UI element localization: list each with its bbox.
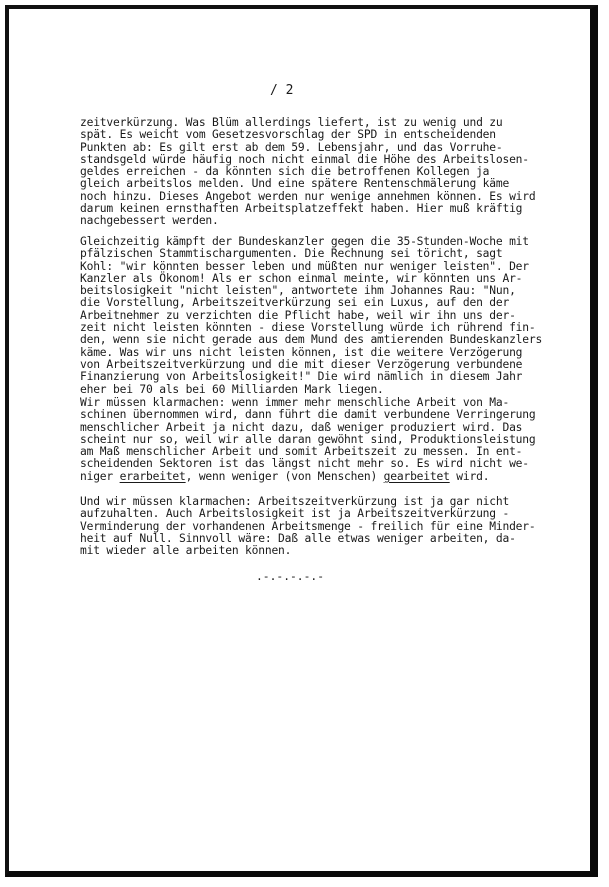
text-line: scheint nur so, weil wir alle daran gewöhnt sind, Produktionsleistung — [80, 432, 536, 446]
text-line: heit auf Null. Sinnvoll wäre: Daß alle etwas weniger arbeiten, da- — [80, 531, 516, 545]
text-line: gleich arbeitslos melden. Und eine spätere Rentenschmälerung käme — [80, 177, 510, 191]
end-mark: .-.-.-.-.- — [256, 570, 325, 583]
text-line: Gleichzeitig kämpft der Bundeskanzler gegen die 35-Stunden-Woche mit — [80, 235, 529, 248]
paragraph-3 — [80, 397, 536, 483]
underlined-word-erarbeitet: erarbeitet — [119, 469, 186, 483]
text-line: Finanzierung von Arbeitslosigkeit!" Die wird nämlich in diesem Jahr — [80, 370, 523, 384]
underlined-word-gearbeitet: gearbeitet — [383, 469, 450, 483]
text-line: beitslosigkeit "nicht leisten", antwortete ihm Johannes Rau: "Nun, — [80, 284, 516, 298]
text-line-with-emphasis — [80, 471, 536, 483]
text-line: Wir müssen klarmachen: wenn immer mehr menschliche Arbeit von Ma- — [80, 396, 510, 409]
paragraph-1 — [80, 117, 536, 228]
text-line: nachgebessert werden. — [80, 214, 219, 228]
text-line: menschlicher Arbeit ja nicht dazu, daß weniger produziert wird. Das — [80, 420, 523, 434]
text-line: Kanzler als Ökonom! Als er schon einmal meinte, wir könnten uns Ar- — [80, 271, 523, 285]
text-line: Kohl: "wir könnten besser leben und müßten nur weniger leisten". Der — [80, 259, 529, 273]
text-line: standsgeld würde häufig noch nicht einmal die Höhe des Arbeitslosen- — [80, 152, 529, 166]
text-line: pfälzischen Stammtischargumenten. Die Rechnung sei töricht, sagt — [80, 247, 503, 261]
text-segment: niger — [80, 469, 120, 483]
text-line: darum keinen ernsthaften Arbeitsplatzeffekt haben. Hier muß kräftig — [80, 202, 523, 216]
text-line: zeit nicht leisten könnten - diese Vorstellung würde ich rührend fin- — [80, 321, 536, 335]
text-line: scheidenden Sektoren ist das längst nicht mehr so. Es wird nicht we- — [80, 457, 529, 471]
text-line: geldes erreichen - da könnten sich die betroffenen Kollegen ja — [80, 165, 490, 179]
text-segment: , wenn weniger (von Menschen) — [185, 469, 384, 483]
text-line: von Arbeitszeitverkürzung und die mit dieser Verzögerung verbundene — [80, 357, 523, 371]
text-line: eher bei 70 als bei 60 Milliarden Mark liegen. — [80, 382, 384, 396]
text-line: Und wir müssen klarmachen: Arbeitszeitverkürzung ist ja gar nicht — [80, 495, 510, 508]
text-line: noch hinzu. Dieses Angebot werden nur wenige annehmen können. Es wird — [80, 189, 536, 203]
text-line: Punkten ab: Es gilt erst ab dem 59. Lebensjahr, und das Vorruhe- — [80, 140, 503, 154]
text-line: die Vorstellung, Arbeitszeitverkürzung sei ein Luxus, auf den der — [80, 296, 510, 310]
paragraph-2 — [80, 236, 542, 396]
paragraph-4 — [80, 496, 536, 557]
text-segment: wird. — [449, 469, 490, 483]
text-line: Arbeitnehmer zu verzichten die Pflicht habe, weil wir ihn uns der- — [80, 308, 516, 322]
text-line: Verminderung der vorhandenen Arbeitsmenge - freilich für eine Minder- — [80, 519, 536, 533]
page-number: / 2 — [270, 83, 294, 98]
text-line: spät. Es weicht vom Gesetzesvorschlag der SPD in entscheidenden — [80, 128, 496, 142]
text-line: zeitverkürzung. Was Blüm allerdings liefert, ist zu wenig und zu — [80, 116, 503, 129]
text-line: am Maß menschlicher Arbeit und somit Arbeitszeit zu messen. In ent- — [80, 445, 523, 459]
text-line: schinen übernommen wird, dann führt die damit verbundene Verringerung — [80, 408, 536, 422]
text-line: käme. Was wir uns nicht leisten können, ist die weitere Verzögerung — [80, 345, 523, 359]
text-line: aufzuhalten. Auch Arbeitslosigkeit ist ja Arbeitszeitverkürzung - — [80, 507, 510, 521]
text-line: mit wieder alle arbeiten können. — [80, 544, 292, 558]
text-line: den, wenn sie nicht gerade aus dem Mund des amtierenden Bundeskanzlers — [80, 333, 543, 347]
